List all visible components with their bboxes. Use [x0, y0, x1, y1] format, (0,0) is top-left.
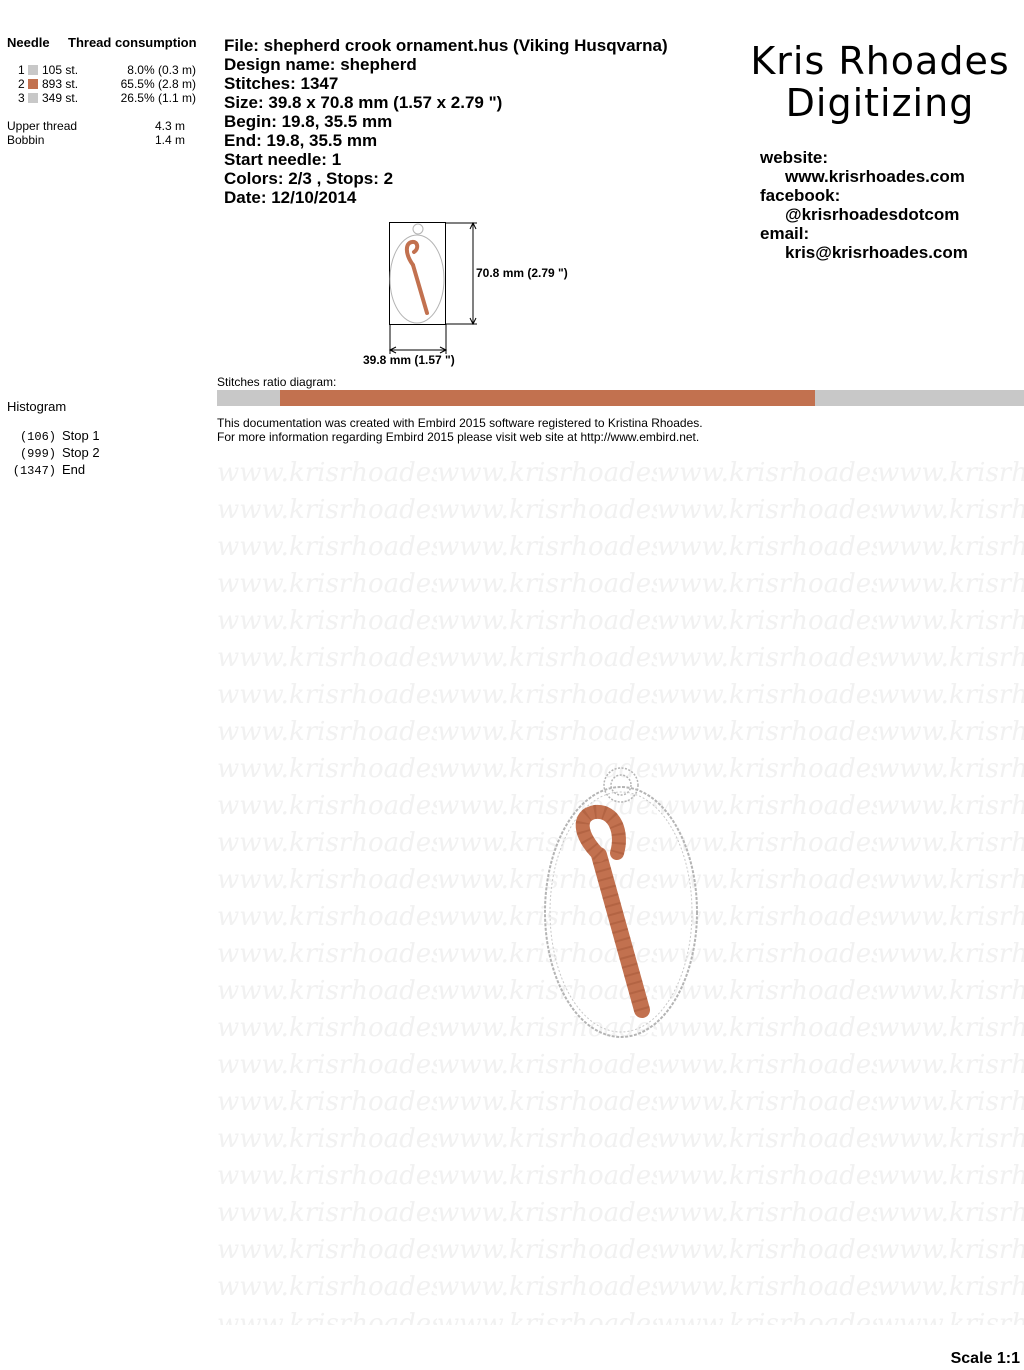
design-size: Size: 39.8 x 70.8 mm (1.57 x 2.79 "): [224, 93, 503, 112]
color-swatch: [28, 65, 38, 75]
brand-line-2: Digitizing: [785, 81, 975, 125]
needle-row: [8, 91, 208, 105]
design-info: [224, 36, 668, 207]
color-swatch: [28, 93, 38, 103]
website-label: website:: [760, 148, 829, 167]
start-needle: Start needle: 1: [224, 150, 342, 169]
needle-number: 2: [18, 77, 25, 91]
needle-percentage: 65.5% (2.8 m): [120, 77, 196, 91]
histogram-title: Histogram: [7, 399, 67, 414]
needle-row: [8, 63, 208, 77]
needle-header: Needle: [7, 35, 50, 50]
thread-consumption-header: Thread consumption: [68, 35, 197, 50]
preview-crook-shaft: [413, 265, 427, 313]
contact-info: [760, 148, 968, 262]
needle-row: [8, 77, 208, 91]
preview-crook-hook: [407, 242, 417, 265]
scale-label: Scale 1:1: [950, 1350, 1020, 1367]
stitches-ratio-bar: [217, 390, 1024, 406]
facebook-handle[interactable]: @krisrhoadesdotcom: [785, 205, 960, 224]
brand-logo: [740, 40, 1020, 124]
needle-stitches: 893 st.: [42, 77, 79, 91]
ratio-label: Stitches ratio diagram:: [217, 375, 337, 389]
height-dimension-label: 70.8 mm (2.79 "): [476, 266, 568, 280]
bobbin-value: 1.4 m: [155, 133, 186, 147]
histogram-label: Stop 1: [62, 428, 100, 443]
needle-number: 3: [18, 91, 25, 105]
histogram-count: (106): [19, 430, 56, 444]
end-position: End: 19.8, 35.5 mm: [224, 131, 378, 150]
histogram-label: Stop 2: [62, 445, 100, 460]
ratio-segment: [280, 390, 815, 406]
needle-percentage: 26.5% (1.1 m): [120, 91, 196, 105]
preview-hanger-loop: [413, 224, 423, 234]
histogram-count: (999): [19, 447, 56, 461]
histogram-row: [12, 428, 100, 445]
embird-note-line-1: This documentation was created with Embird 2015 software registered to Kristina Rhoades.: [217, 416, 703, 430]
email-label: email:: [760, 224, 810, 243]
website-link[interactable]: www.krisrhoades.com: [785, 167, 965, 186]
stitch-count: Stitches: 1347: [224, 74, 339, 93]
facebook-label: facebook:: [760, 186, 841, 205]
design-preview: [363, 216, 600, 376]
histogram-row: [12, 445, 100, 462]
width-dimension-label: 39.8 mm (1.57 "): [363, 353, 455, 367]
upper-thread-value: 4.3 m: [155, 119, 186, 133]
design-canvas: [217, 455, 1024, 1325]
histogram-list: [12, 428, 100, 479]
file-name: File: shepherd crook ornament.hus (Viking Husqvarna): [224, 36, 668, 55]
needle-percentage: 8.0% (0.3 m): [127, 63, 196, 77]
histogram-count: (1347): [12, 464, 56, 478]
ratio-segment: [217, 390, 280, 406]
ratio-segment: [815, 390, 1024, 406]
histogram-label: End: [62, 462, 86, 477]
brand-line-1: Kris Rhoades: [750, 39, 1010, 83]
colors-stops: Colors: 2/3 , Stops: 2: [224, 169, 394, 188]
watermark-background: [217, 455, 1024, 1325]
embird-note-line-2: For more information regarding Embird 2015 please visit web site at http://www.embird.net.: [217, 430, 700, 444]
begin-position: Begin: 19.8, 35.5 mm: [224, 112, 393, 131]
needle-stitches: 349 st.: [42, 91, 79, 105]
color-swatch: [28, 79, 38, 89]
design-date: Date: 12/10/2014: [224, 188, 357, 207]
histogram-row: [12, 462, 100, 479]
embird-note: [217, 416, 703, 444]
bobbin-label: Bobbin: [7, 133, 45, 147]
needle-stitches: 105 st.: [42, 63, 79, 77]
email-link[interactable]: kris@krisrhoades.com: [785, 243, 968, 262]
needle-number: 1: [18, 63, 25, 77]
upper-thread-label: Upper thread: [7, 119, 78, 133]
design-name: Design name: shepherd: [224, 55, 417, 74]
